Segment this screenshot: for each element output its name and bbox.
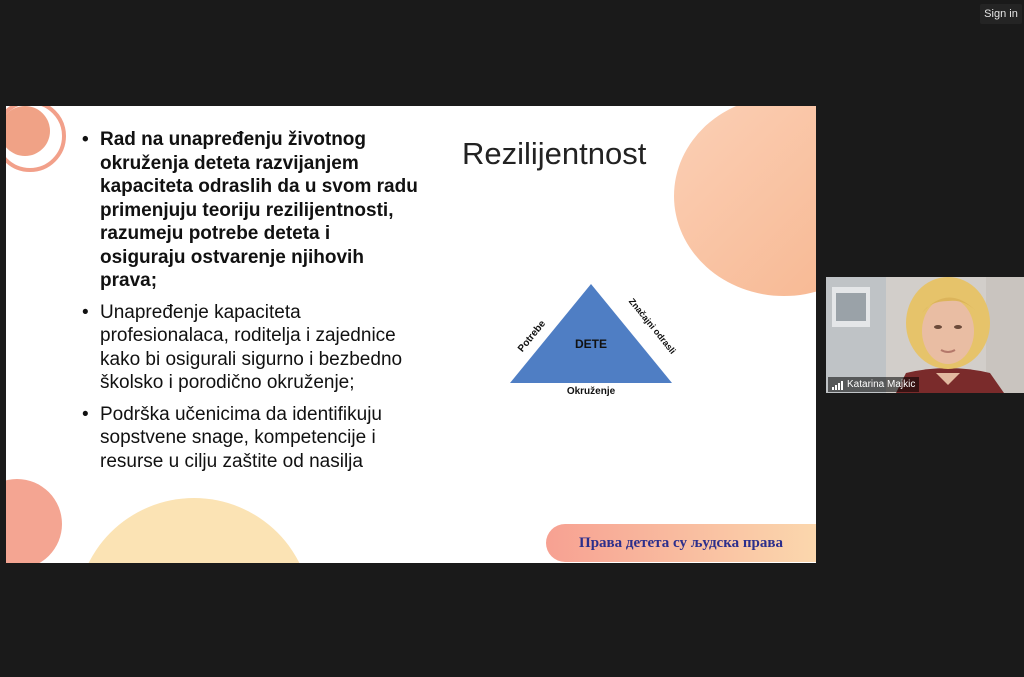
decorative-circle-bottom-left xyxy=(6,479,62,563)
participant-name: Katarina Majkic xyxy=(847,379,916,390)
diagram-center-label: DETE xyxy=(574,337,608,351)
diagram-left-label: Potrebe xyxy=(516,318,549,355)
bullet-item: • Unapređenje kapaciteta profesionalaca, roditelja i zajednice kako bi osigurali sigurno i bezbedno školsko i porodično okruženje; xyxy=(100,301,420,395)
slide-title: Rezilijentnost xyxy=(462,136,647,171)
diagram-right-label: Značajni odrasli xyxy=(626,296,678,356)
decorative-circle-top-right xyxy=(674,106,816,296)
diagram-bottom-label: Okruženje xyxy=(566,386,616,397)
participant-video-feed xyxy=(826,277,1024,393)
sign-in-button[interactable]: Sign in xyxy=(980,4,1022,24)
bullet-item: • Rad na unapređenju životnog okruženja deteta razvijanjem kapaciteta odraslih da u svom radu primenjuju teoriju rezilijentnosti, razumeju potrebe deteta i osiguraju ostvarenje njihovih prava; xyxy=(100,128,420,293)
bullet-item: • Podrška učenicima da identifikuju sopstvene snage, kompetencije i resurse u cilju zaštite od nasilja xyxy=(100,403,420,474)
participant-video-tile[interactable] xyxy=(826,277,1024,393)
decorative-circle-bottom xyxy=(76,498,312,563)
shared-slide xyxy=(6,106,816,563)
slide-banner: Права детета су људска права xyxy=(546,524,816,562)
participant-name-tag xyxy=(828,377,919,392)
resilience-triangle-diagram xyxy=(496,276,686,396)
signal-strength-icon xyxy=(832,380,843,390)
bullet-list xyxy=(100,128,420,481)
